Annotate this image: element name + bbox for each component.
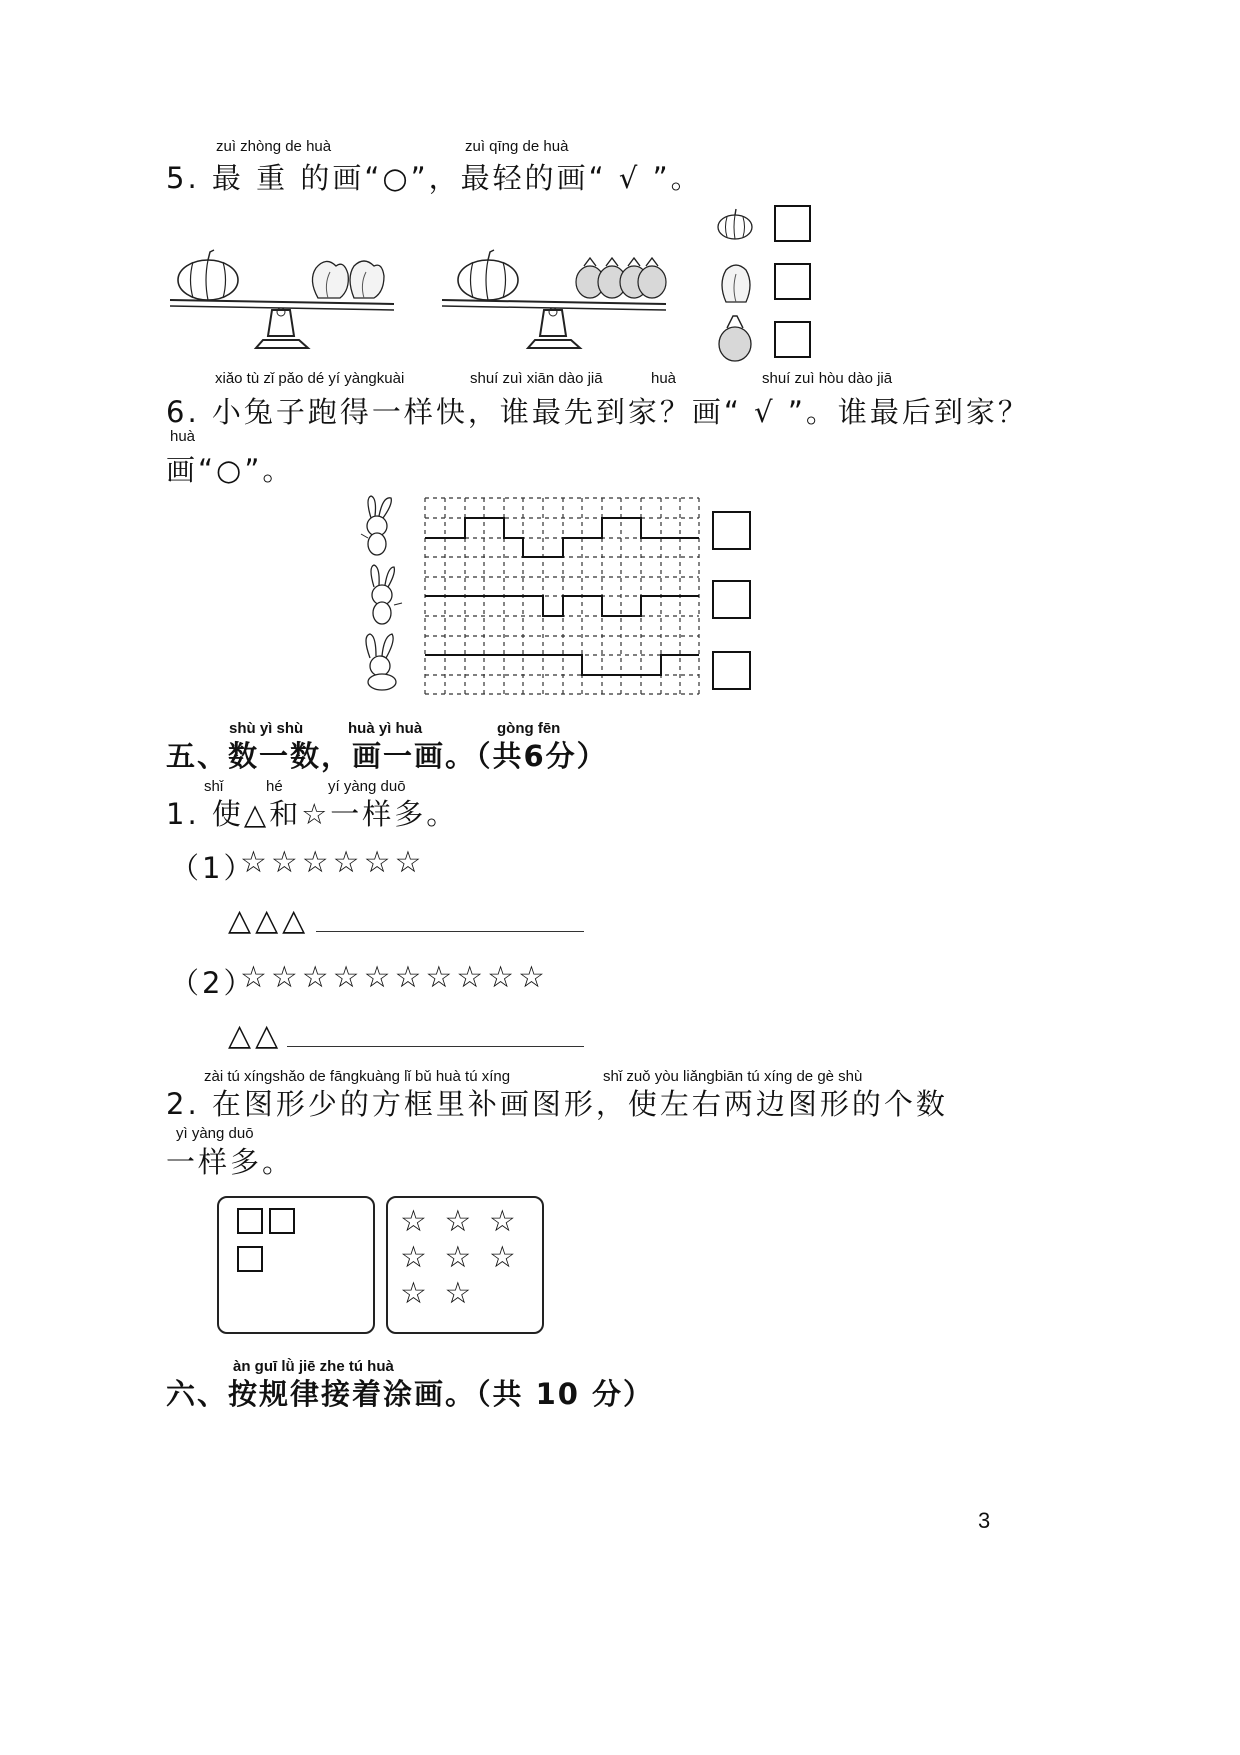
q6-question-line1: 6. 小兔子跑得一样快，谁最先到家？画“ √ ”。谁最后到家？ xyxy=(166,395,1030,429)
answer-box-radish[interactable] xyxy=(774,321,811,358)
radish-icon xyxy=(576,258,666,298)
q6-pinyin-3: huà xyxy=(651,370,677,387)
pumpkin-icon xyxy=(715,205,755,241)
section5-pinyin-3: gòng fēn xyxy=(497,720,561,737)
cabbage-icon xyxy=(716,258,756,304)
rabbit-icon xyxy=(355,494,399,558)
q6-question-line2: 画“○”。 xyxy=(166,453,295,487)
q1-pinyin-2: hé xyxy=(266,778,283,795)
q1-sub2-stars: ☆☆☆☆☆☆☆☆☆☆ xyxy=(240,960,549,995)
answer-box-pumpkin[interactable] xyxy=(774,205,811,242)
pumpkin-icon xyxy=(458,250,518,300)
square-icon xyxy=(237,1246,263,1272)
right-stars-row-2: ☆ ☆ ☆ xyxy=(400,1240,520,1275)
section5-pinyin-2: huà yì huà xyxy=(348,720,423,737)
right-stars-row-3: ☆ ☆ xyxy=(400,1276,476,1311)
cabbage-icon xyxy=(312,261,348,298)
q1-question-text: 1. 使△和☆一样多。 xyxy=(166,797,459,831)
right-stars-row-1: ☆ ☆ ☆ xyxy=(400,1204,520,1239)
rabbit-icon xyxy=(358,632,402,692)
q1-sub2-label: （2） xyxy=(170,966,256,1000)
q1-pinyin-3: yí yàng duō xyxy=(328,778,406,795)
q2-pinyin-2: shǐ zuǒ yòu liǎngbiān tú xíng de gè shù xyxy=(603,1068,863,1085)
q1-sub1-answer-line[interactable] xyxy=(316,931,584,932)
q1-sub1-stars: ☆☆☆☆☆☆ xyxy=(240,845,426,880)
section5-title: 五、数一数，画一画。（共6分） xyxy=(166,739,608,773)
pumpkin-icon xyxy=(178,250,238,300)
q1-sub2-triangles: △△ xyxy=(228,1018,283,1053)
rabbit-icon xyxy=(360,565,404,629)
q2-question-line1: 2. 在图形少的方框里补画图形，使左右两边图形的个数 xyxy=(166,1087,948,1121)
answer-box-cabbage[interactable] xyxy=(774,263,811,300)
q6-pinyin-5: huà xyxy=(170,428,196,445)
q6-pinyin-2: shuí zuì xiān dào jiā xyxy=(470,370,603,387)
square-icon xyxy=(237,1208,263,1234)
radish-icon xyxy=(715,314,755,364)
q2-pinyin-3: yì yàng duō xyxy=(176,1125,254,1142)
balance-scale-2 xyxy=(440,240,670,360)
q1-sub1-label: （1） xyxy=(170,851,256,885)
section6-title: 六、按规律接着涂画。（共 10 分） xyxy=(166,1377,655,1411)
q2-pinyin-1: zài tú xíngshǎo de fāngkuàng lǐ bǔ huà tú xíng xyxy=(204,1068,511,1085)
q6-pinyin-4: shuí zuì hòu dào jiā xyxy=(762,370,893,387)
left-shape-box[interactable] xyxy=(217,1196,375,1334)
q6-pinyin-1: xiǎo tù zǐ pǎo dé yí yàngkuài xyxy=(215,370,405,387)
left-squares xyxy=(237,1208,275,1358)
q1-pinyin-1: shǐ xyxy=(204,778,224,795)
rabbit-path-grid xyxy=(425,498,701,694)
q1-sub2-answer-line[interactable] xyxy=(287,1046,584,1047)
section5-pinyin-1: shù yì shù xyxy=(229,720,304,737)
right-shape-box[interactable] xyxy=(386,1196,544,1334)
answer-box-rabbit-3[interactable] xyxy=(712,651,751,690)
q5-question-text: 5. 最 重 的画“○”，最轻的画“ √ ”。 xyxy=(166,161,703,195)
q5-pinyin-b: zuì qīng de huà xyxy=(465,138,569,155)
balance-scale-1 xyxy=(168,240,398,360)
q1-sub1-triangles: △△△ xyxy=(228,903,310,938)
q5-pinyin-a: zuì zhòng de huà xyxy=(216,138,332,155)
answer-box-rabbit-2[interactable] xyxy=(712,580,751,619)
page-number: 3 xyxy=(978,1508,991,1533)
cabbage-icon xyxy=(350,261,384,298)
answer-box-rabbit-1[interactable] xyxy=(712,511,751,550)
section6-pinyin: àn guī lǜ jiē zhe tú huà xyxy=(233,1358,394,1375)
q2-question-line2: 一样多。 xyxy=(166,1145,295,1179)
square-icon xyxy=(269,1208,295,1234)
